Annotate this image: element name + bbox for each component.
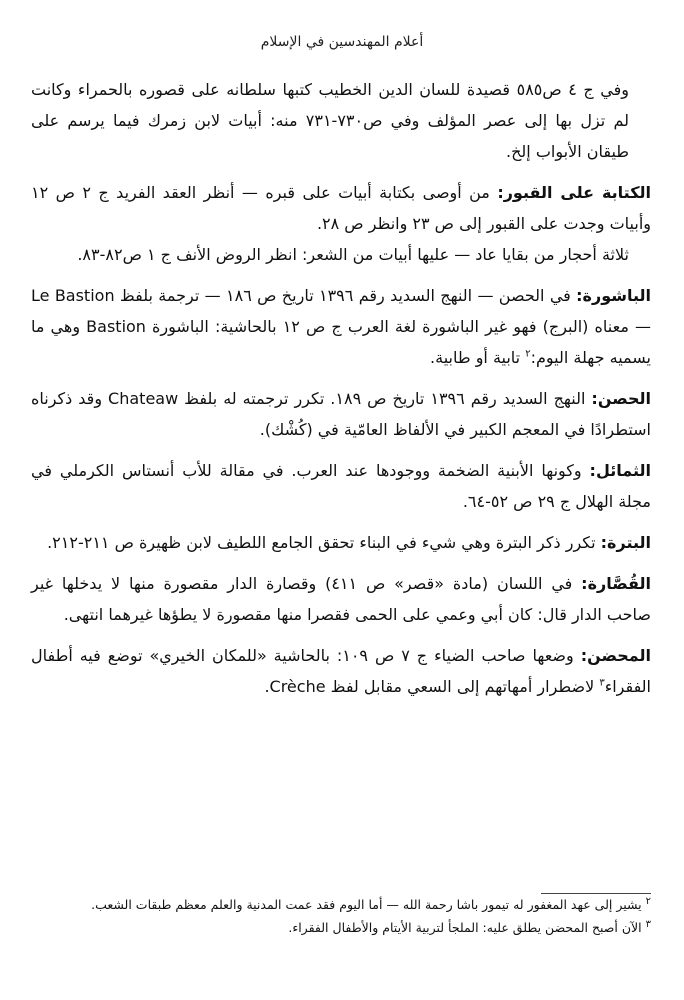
entry-text: وضعها صاحب الضياء ج ٧ ص ١٠٩: بالحاشية «للمكان الخيري» توضع فيه أطفال الفقراء [31,646,651,696]
footnotes [31,893,651,939]
entry-buildings [31,455,651,517]
footnote-text: يشير إلى عهد المغفور له تيمور باشا رحمة الله — أما اليوم فقد عمت المدنية والعلم معظم طبقات الشعب. [91,897,646,912]
entry-term: الثمائل: [589,461,651,480]
entry-text: تكرر ذكر البترة وهي شيء في البناء تحقق الجامع اللطيف لابن ظهيرة ص ٢١١-٢١٢. [47,533,601,552]
entry-mahdan [31,640,651,702]
running-head: أعلام المهندسين في الإسلام [260,34,424,50]
footnote-ref: ٢ [525,348,531,360]
entry-bastion [31,280,651,373]
entry-text: في اللسان (مادة «قصر» ص ٤١١) وقصارة الدار مقصورة منها لا يدخلها غير صاحب الدار قال: كان أبي وعمي على الحمى فقصرا منها مقصورة لا يطؤها غيرهما انتهى. [31,574,651,624]
entry-text: النهج السديد رقم ١٣٩٦ تاريخ ص ١٨٩. تكرر ترجمته له بلفظ Chateaw وقد ذكرناه استطرادًا في المعجم الكبير في الألفاظ العامّية في (كُشْك). [31,389,651,439]
entry-continuation: ثلاثة أحجار من بقايا عاد — عليها أبيات من الشعر: انظر الروض الأنف ج ١ ص٨٢-٨٣. [77,245,629,264]
entry-text: وكونها الأبنية الضخمة ووجودها عند العرب. في مقالة للأب أنستاس الكرملي في مجلة الهلال ج ٢٩ ص ٥٢-٦٤. [31,461,651,511]
entry-text: في الحصن — النهج السديد رقم ١٣٩٦ تاريخ ص ١٨٦ — ترجمة بلفظ Le Bastion — معناه (البرج) فهو غير الباشورة لغة العرب ج ص ١٢ بالحاشية: الباشورة Bastion وهي ما يسميه جهلة اليوم: [31,286,652,367]
entry-term: الباشورة: [576,286,652,305]
entry-grave-inscriptions [31,177,651,270]
entry-text: لاضطرار أمهاتهم إلى السعي مقابل لفظ Crèche. [264,677,600,696]
entry-text: من أوصى بكتابة أبيات على قبره — أنظر العقد الفريد ج ٢ ص ١٢ وأبيات وجدت على القبور إلى ص ٢٣ وانظر ص ٢٨. [31,183,651,233]
entry-term: الحصن: [591,389,652,408]
footnote-2 [31,893,651,916]
paragraph-intro-text: وفي ج ٤ ص٥٨٥ قصيدة للسان الدين الخطيب كتبها سلطانه على قصوره بالحمراء وكانت لم تزل بها إلى عصر المؤلف وفي ص٧٣٠-٧٣١ منه: أبيات لابن زمرك فيما يرسم على طيقان الأبواب إلخ. [31,80,629,161]
footnote-number: ٣ [645,918,651,930]
footnote-text: الآن أصبح المحضن يطلق عليه: الملجأ لتربية الأيتام والأطفال الفقراء. [288,920,646,935]
entry-text: تابية أو طابية. [430,348,526,367]
entry-term: المحضن: [580,646,652,665]
entry-term: البترة: [600,533,651,552]
entry-fortress [31,383,651,445]
body-text [31,74,651,712]
paragraph-intro [31,74,651,167]
entry-term: الكتابة على القبور: [497,183,652,202]
entry-batra [31,527,651,558]
footnote-ref: ٣ [599,677,605,689]
footnote-number: ٢ [645,895,651,907]
entry-qussara [31,568,651,630]
entry-term: القُصَّارة: [581,574,652,593]
footnote-3 [31,916,651,939]
